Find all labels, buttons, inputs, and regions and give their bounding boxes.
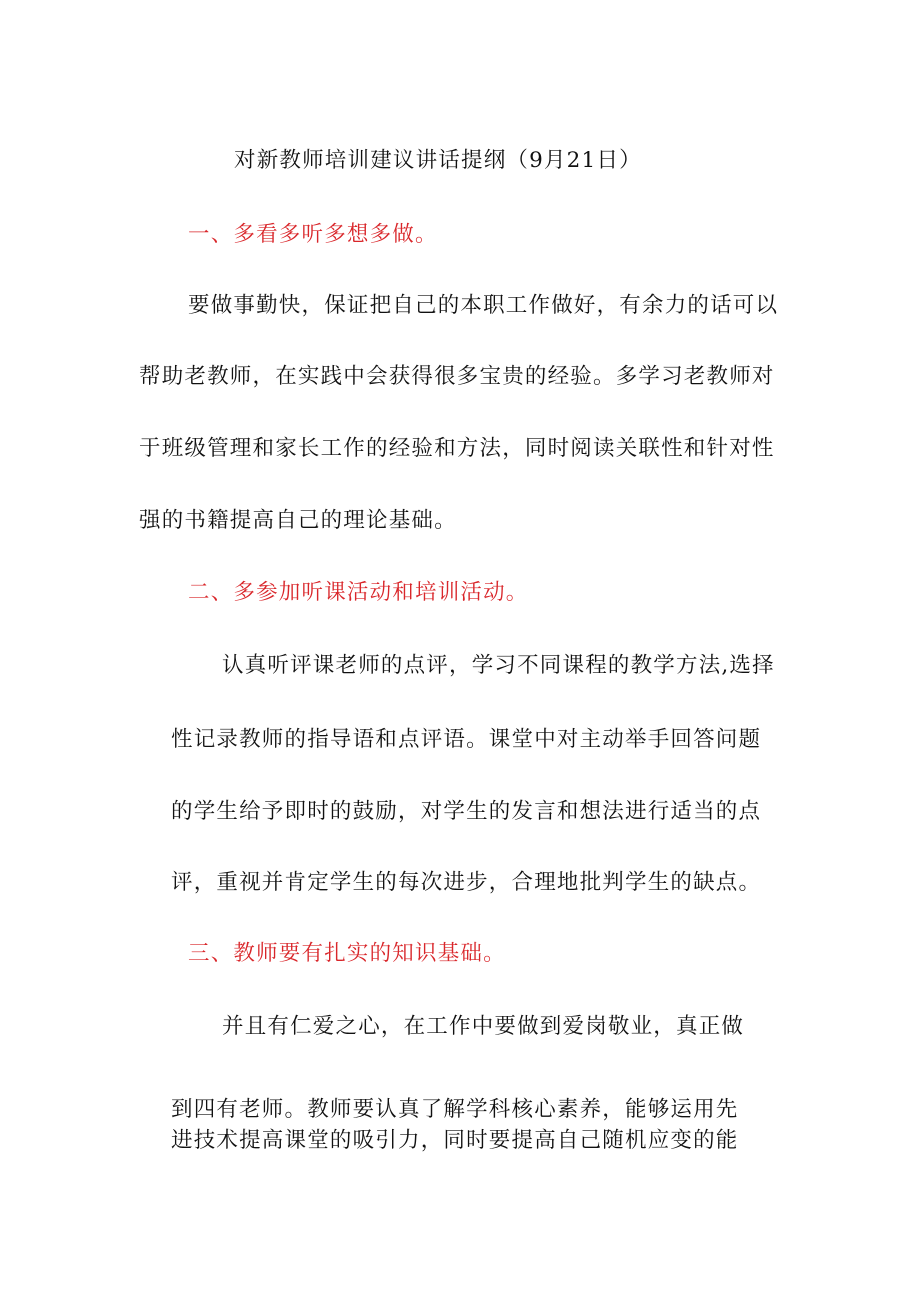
section-3-line-2: 到四有老师。教师要认真了解学科核心素养，能够运用先 xyxy=(171,1097,739,1122)
section-2-line-3: 的学生给予即时的鼓励，对学生的发言和想法进行适当的点 xyxy=(171,799,762,824)
section-1-line-1: 要做事勤快，保证把自己的本职工作做好，有余力的话可以 xyxy=(188,293,779,318)
section-3-line-1: 并且有仁爱之心，在工作中要做到爱岗敬业，真正做 xyxy=(222,1014,745,1039)
section-2-line-4: 评，重视并肯定学生的每次进步，合理地批判学生的缺点。 xyxy=(171,870,762,895)
section-3-line-3: 进技术提高课堂的吸引力，同时要提高自己随机应变的能 xyxy=(171,1128,739,1153)
section-1-heading: 一、多看多听多想多做。 xyxy=(188,222,438,247)
section-2-line-1: 认真听评课老师的点评，学习不同课程的教学方法,选择 xyxy=(222,653,775,678)
document-title: 对新教师培训建议讲话提纲（9月21日） xyxy=(234,148,642,173)
section-1-line-3: 于班级管理和家长工作的经验和方法，同时阅读关联性和针对性 xyxy=(139,436,775,461)
section-1-line-4: 强的书籍提高自己的理论基础。 xyxy=(139,508,457,533)
section-1-line-2: 帮助老教师，在实践中会获得很多宝贵的经验。多学习老教师对 xyxy=(139,364,775,389)
section-3-heading: 三、教师要有扎实的知识基础。 xyxy=(188,941,506,966)
section-2-heading: 二、多参加听课活动和培训活动。 xyxy=(188,580,529,605)
section-2-line-2: 性记录教师的指导语和点评语。课堂中对主动举手回答问题 xyxy=(171,727,762,752)
